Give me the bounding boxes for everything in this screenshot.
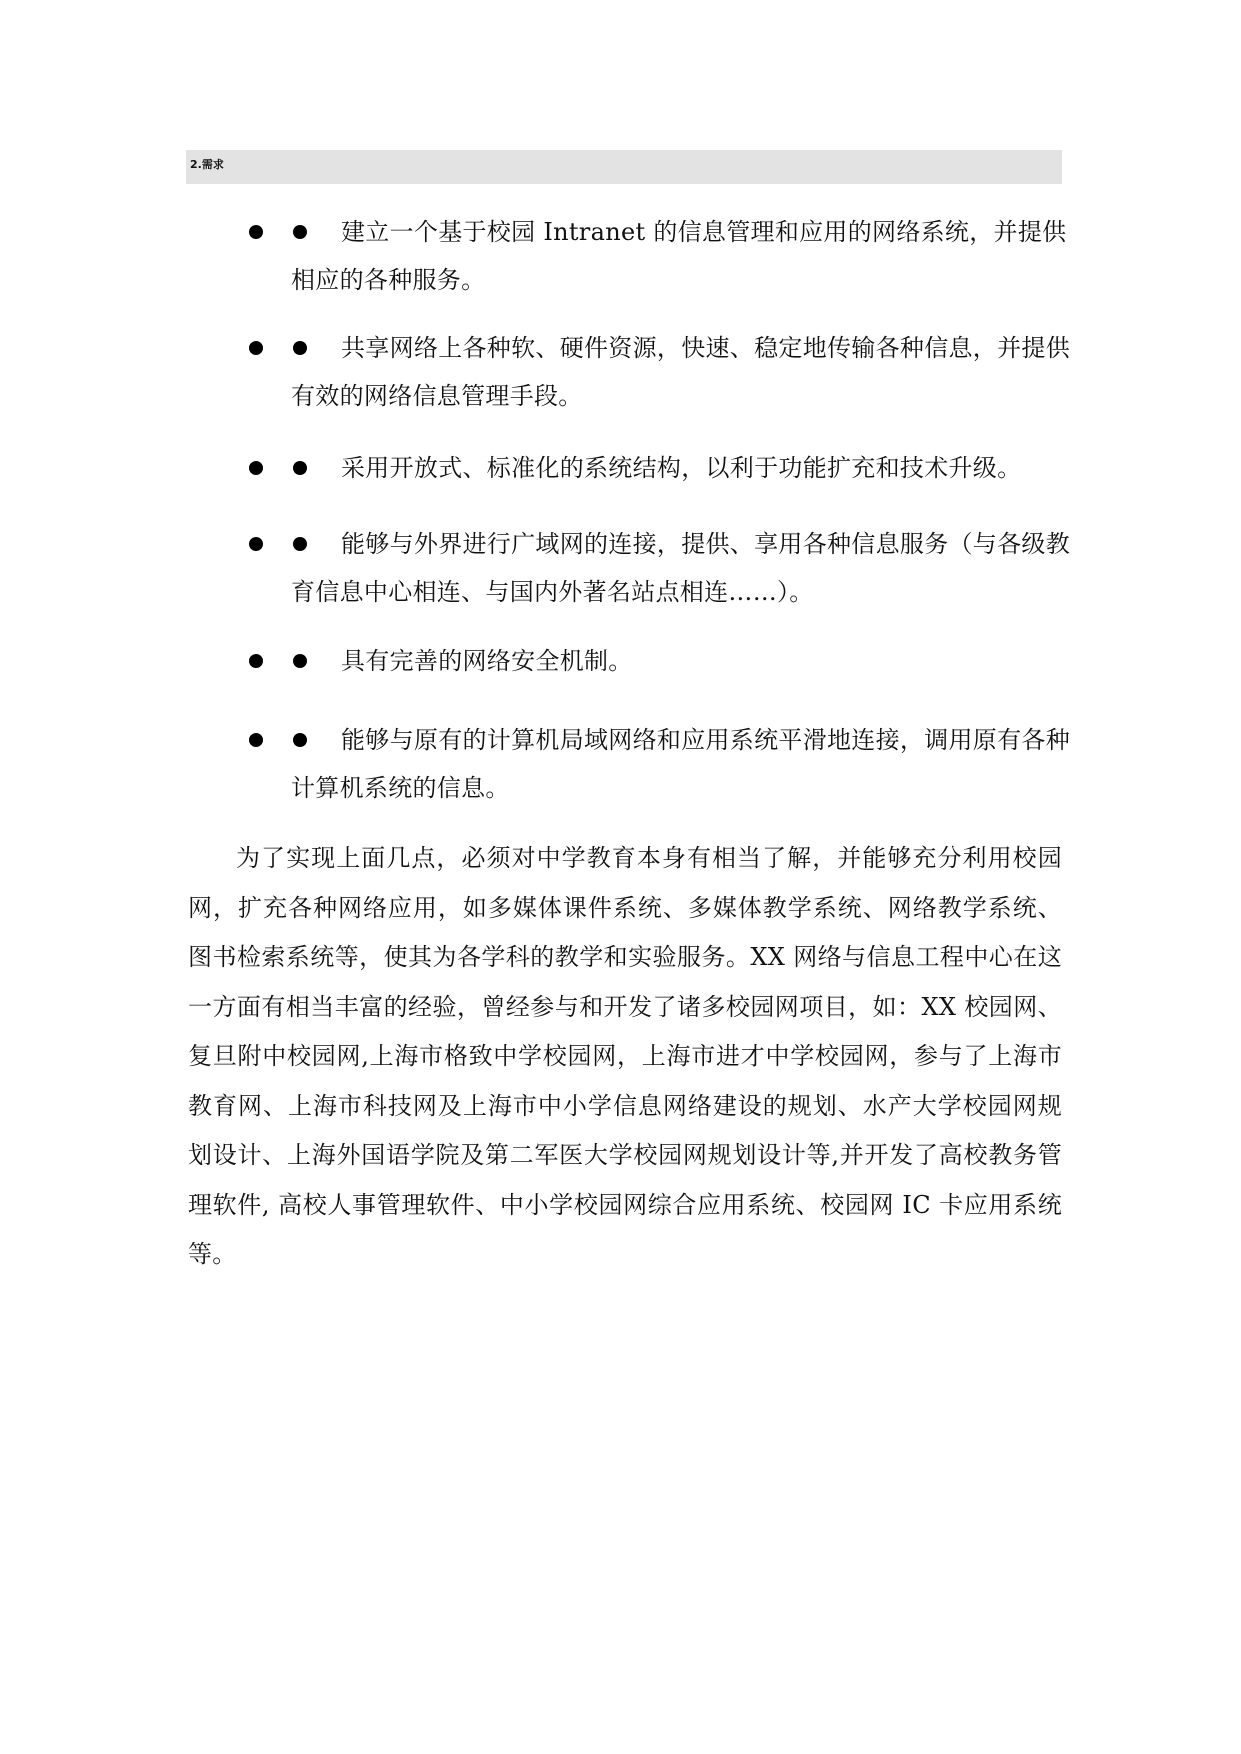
bullet-dot-icon bbox=[249, 654, 263, 668]
bullet-dot-icon bbox=[249, 461, 263, 475]
section-header-bar bbox=[186, 150, 1062, 184]
bullet-dot-icon bbox=[249, 225, 263, 239]
section-header-label: 2.需求 bbox=[190, 158, 224, 171]
list-item-text: 共享网络上各种软、硬件资源，快速、稳定地传输各种信息，并提供有效的网络信息管理手段。 bbox=[291, 334, 1070, 410]
list-item-text: 具有完善的网络安全机制。 bbox=[341, 647, 633, 675]
list-item-text: 采用开放式、标准化的系统结构，以利于功能扩充和技术升级。 bbox=[341, 454, 1022, 482]
body-paragraph: 为了实现上面几点，必须对中学教育本身有相当了解，并能够充分利用校园网，扩充各种网络应用，如多媒体课件系统、多媒体教学系统、网络教学系统、图书检索系统等，使其为各学科的教学和实验服务。XX 网络与信息工程中心在这一方面有相当丰富的经验，曾经参与和开发了诸多校园网项目，如：XX 校园网、复旦附中校园网,上海市格致中学校园网，上海市进才中学校园网，参与了上海市教育网、上海市科技网及上海市中小学信息网络建设的规划、水产大学校园网规划设计、上海外国语学院及第二军医大学校园网规划设计等,并开发了高校教务管理软件, 高校人事管理软件、中小学校园网综合应用系统、校园网 IC 卡应用系统等。 bbox=[188, 844, 1062, 1268]
list-item-text: 能够与原有的计算机局域网络和应用系统平滑地连接，调用原有各种计算机系统的信息。 bbox=[291, 726, 1070, 802]
bullet-dot-icon bbox=[249, 537, 263, 551]
list-item-text: 能够与外界进行广域网的连接，提供、享用各种信息服务（与各级教育信息中心相连、与国内外著名站点相连……）。 bbox=[291, 530, 1070, 606]
bullet-dot-icon bbox=[249, 341, 263, 355]
bullet-dot-icon bbox=[249, 733, 263, 747]
list-item-text: 建立一个基于校园 Intranet 的信息管理和应用的网络系统，并提供相应的各种服务。 bbox=[291, 218, 1067, 294]
